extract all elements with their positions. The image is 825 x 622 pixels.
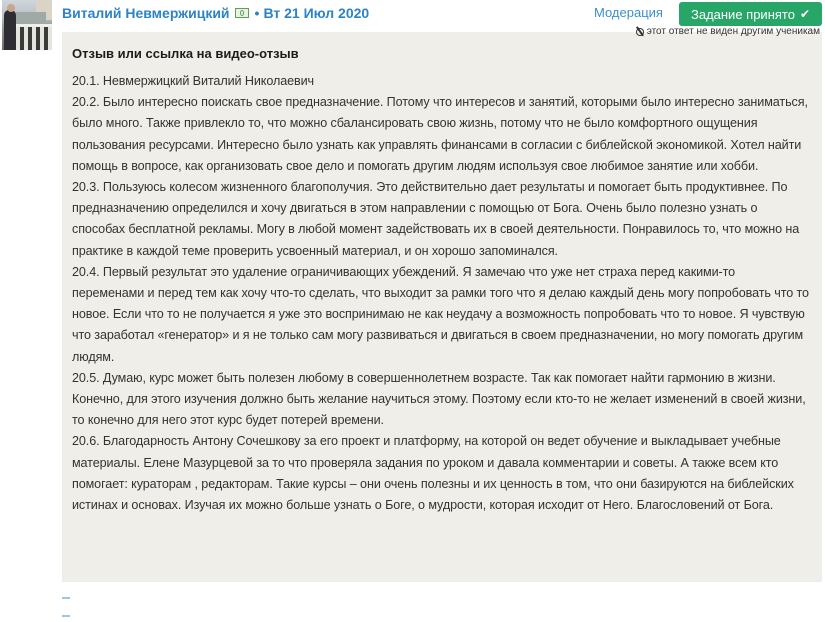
user-avatar[interactable] <box>2 0 52 50</box>
answer-paragraph: 20.6. Благодарность Антону Сочешкову за его проект и платформу, на которой он ведет обучение и выкладывает учебные материалы. Елене Мазурцевой за то что проверяла задания по уроком и давала комментарии и советы. А также всем кто помогает: кураторам , редакторам. Такие курсы – они очень полезны и их ценность в том, что они базируются на библейских истинах и основах. Изучая их можно больше узнать о Боге, о мудрости, которая исходит от Него. Благословений от Бога. <box>72 434 794 513</box>
money-icon <box>235 8 249 18</box>
separator: • <box>254 5 260 21</box>
author-name-link[interactable]: Виталий Невмержицкий <box>62 5 230 21</box>
moderation-link[interactable]: Модерация <box>594 5 663 20</box>
answer-paragraph: 20.4. Первый результат это удаление ограничивающих убеждений. Я замечаю что уже нет страха перед какими-то переменами и перед тем как хочу что-то сделать, что выходит за рамки того что я делаю каждый день могу попробовать что то новое. Если что то не получается я уже это воспринимаю не как неудачу а возможность попробовать что то новое. Я чувствую что заработал «генератор» и я не только сам могу развиваться и двигаться в своем предназначении, но могу помогать другим людям. <box>72 264 809 364</box>
eye-slash-icon <box>636 28 644 36</box>
avatar-photo-head <box>7 4 15 12</box>
answer-paragraph: 20.2. Было интересно поискать свое предназначение. Потому что интересов и занятий, которыми было интересно заниматься, было много. Также привлекло то, что можно сбалансировать свою жизнь, потому что не было комфортного ощущения пользования ресурсами. Интересно было узнать как управлять финансами в согласии с библейской экономикой. Хотел найти помощь в вопросе, как организовать свое дело и помогать другим людям используя свое любимое занятие или хобби. <box>72 95 808 173</box>
answer-date-link[interactable]: Вт 21 Июл 2020 <box>263 5 370 21</box>
cutoff-link-fragment <box>62 615 70 617</box>
visibility-note-text: этот ответ не виден другим ученикам <box>646 26 820 37</box>
cutoff-link-fragment <box>62 597 70 599</box>
answer-text <box>72 71 810 516</box>
visibility-note <box>636 26 820 37</box>
next-row-cutoff <box>62 586 182 590</box>
task-accepted-button[interactable] <box>679 2 822 26</box>
answer-paragraph: 20.1. Невмержицкий Виталий Николаевич <box>72 74 315 88</box>
avatar-photo-person <box>4 10 16 50</box>
task-accepted-label: Задание принято <box>690 6 795 22</box>
avatar-photo-railing <box>16 24 52 50</box>
answer-paragraph: 20.5. Думаю, курс может быть полезен любому в совершеннолетнем возрасте. Так как помогает найти гармонию в жизни. Конечно, для этого изучения должно быть желание научиться этому. Поэтому если кто-то не желает изменений в своей жизни, то конечно для него этот курс будет потерей времени. <box>72 370 806 428</box>
answer-box <box>62 26 822 582</box>
question-title: Отзыв или ссылка на видео-отзыв <box>72 46 299 61</box>
answer-paragraph: 20.3. Пользуюсь колесом жизненного благополучия. Это действительно дает результаты и помогает быть продуктивнее. По предназначению определился и хочу двигаться в этом направлении с помощью от Бога. Очень было полезно узнать о способах бесплатной рекламы. Могу в любой момент задействовать их в своей деятельности. Понравилось то, что можно на практике в каждой теме проверить усвоенный материал, и он хорошо запоминался. <box>72 180 800 258</box>
answer-header <box>62 3 369 23</box>
check-icon: ✔ <box>799 7 811 21</box>
